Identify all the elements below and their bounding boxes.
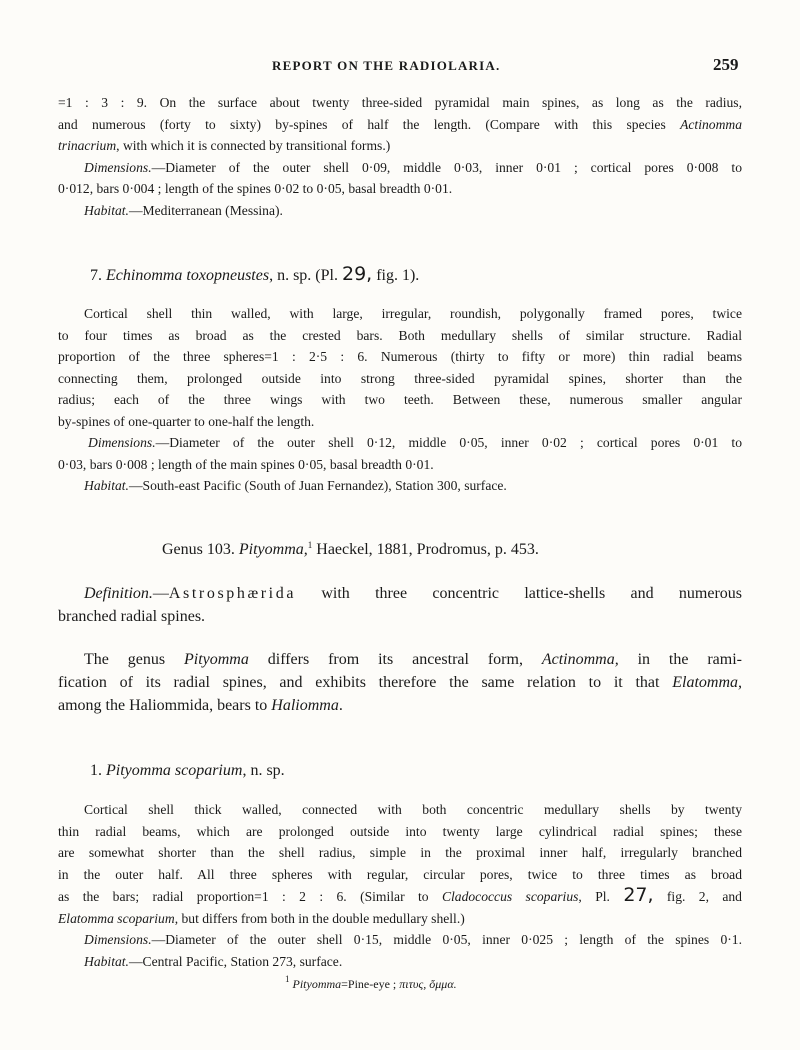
habitat-line: Habitat.—South-east Pacific (South of Juan Fernandez), Station 300, surface. — [84, 478, 507, 493]
species-heading: 7. Echinomma toxopneustes, n. sp. (Pl. 29, fig. 1). — [90, 263, 420, 285]
text-line: proportion of the three spheres=1 : 2·5 : 6. Numerous (thirty to fifty or more) thin radial beams — [58, 349, 742, 364]
footnote-term: Pityomma — [292, 977, 342, 991]
text-line: fication of its radial spines, and exhibits therefore the same relation to it that Elatomma, — [58, 674, 742, 691]
text-line: trinacrium, with which it is connected by transitional forms.) — [58, 138, 391, 153]
habitat-line: Habitat.—Mediterranean (Messina). — [84, 202, 283, 218]
section-top — [58, 92, 742, 221]
text-line: =1 : 3 : 9. On the surface about twenty three-sided pyramidal main spines, as long as the radius, — [58, 95, 742, 110]
species-description — [58, 303, 742, 497]
definition-label: Definition. — [84, 585, 153, 602]
genus-name: Pityomma — [183, 651, 249, 668]
dimensions-line: Dimensions.—Diameter of the outer shell 0·12, middle 0·05, inner 0·02 ; cortical pores 0·01 to — [88, 435, 742, 450]
text-line: and numerous (forty to sixty) by-spines of half the length. (Compare with this species Actinomma — [58, 116, 742, 132]
plate-number: 29, — [341, 263, 373, 285]
footnote-greek: πιτυς, ὄμμα. — [399, 977, 457, 991]
text-line: Elatomma scoparium, but differs from both in the double medullary shell.) — [58, 910, 465, 926]
species-heading: 1. Pityomma scoparium, n. sp. — [90, 762, 285, 779]
dimensions-line: 0·03, bars 0·008 ; length of the main spines 0·05, basal breadth 0·01. — [58, 456, 434, 472]
footnote: $^1$ Pityomma=Pine-eye ; πιτυς, ὄμμα. — [285, 974, 457, 991]
definition — [58, 582, 742, 628]
dimensions-label: Dimensions. — [84, 159, 152, 175]
text-line: are somewhat shorter than the shell radius, simple in the proximal inner half, irregularly branched — [58, 845, 742, 860]
dimensions-line: Dimensions.—Diameter of the outer shell 0·15, middle 0·05, inner 0·025 ; length of the spines 0·1. — [84, 932, 742, 947]
genus-name: Elatomma, — [672, 674, 742, 691]
text-line: thin radial beams, which are prolonged outside into twenty large cylindrical radial spines; these — [58, 823, 742, 839]
footnote-mark: 1 — [285, 974, 290, 984]
text-line: among the Haliommida, bears to Haliomma. — [58, 697, 343, 714]
plate-number: 27, — [623, 885, 654, 906]
genus-heading: Genus 103. Pityomma,$^1$ Haeckel, 1881, Prodromus, p. 453. — [162, 540, 539, 558]
habitat-label: Habitat. — [84, 953, 129, 969]
species-description — [58, 799, 742, 972]
text-line: The genus Pityomma differs from its ancestral form, Actinomma, in the rami- — [84, 651, 742, 668]
species-name: Pityomma scoparium — [106, 762, 243, 779]
running-header: REPORT ON THE RADIOLARIA. — [272, 58, 501, 73]
dimensions-line: 0·012, bars 0·004 ; length of the spines 0·02 to 0·05, basal breadth 0·01. — [58, 181, 453, 196]
text-line: as the bars; radial proportion=1 : 2 : 6. (Similar to Cladococcus scoparius, Pl. 27, fig. 2, and — [58, 885, 742, 906]
species-name: Elatomma scoparium — [58, 910, 175, 926]
text-line: radius; each of the three wings with two teeth. Between these, numerous smaller angular — [58, 392, 742, 407]
text-line: in the outer half. All three spheres with regular, circular pores, twice to three times as broad — [58, 866, 742, 882]
footnote-mark: 1 — [307, 540, 313, 550]
dimensions-label: Dimensions. — [88, 435, 156, 450]
species-name: Actinomma — [680, 116, 742, 132]
text-line: to four times as broad as the crested bars. Both medullary shells of similar structure. Radial — [58, 327, 742, 343]
habitat-label: Habitat. — [84, 202, 129, 218]
habitat-label: Habitat. — [84, 478, 129, 493]
dimensions-label: Dimensions. — [84, 932, 152, 947]
text-line: branched radial spines. — [58, 608, 206, 625]
genus-name: Pityomma, — [238, 541, 308, 558]
dimensions-line: Dimensions.—Diameter of the outer shell 0·09, middle 0·03, inner 0·01 ; cortical pores 0·008 to — [84, 159, 742, 175]
text-line: connecting them, prolonged outside into strong three-sided pyramidal spines, shorter than the — [58, 370, 742, 386]
text-line: by-spines of one-quarter to one-half the length. — [58, 413, 315, 429]
genus-name: Haliomma — [271, 697, 339, 714]
text-line: Cortical shell thick walled, connected with both concentric medullary shells by twenty — [84, 802, 742, 817]
text-line: Definition.—Astrosphærida with three concentric lattice-shells and numerous — [84, 585, 742, 602]
genus-paragraph — [58, 648, 742, 717]
genus-name: Actinomma, — [541, 651, 619, 668]
page-number: 259 — [713, 55, 739, 74]
definition-term: Astrosphærida — [168, 585, 297, 602]
species-name: Echinomma toxopneustes — [106, 267, 270, 284]
text-line: Cortical shell thin walled, with large, irregular, roundish, polygonally framed pores, twice — [84, 306, 742, 321]
habitat-line: Habitat.—Central Pacific, Station 273, surface. — [84, 953, 343, 969]
species-name: Cladococcus scoparius — [441, 889, 579, 904]
species-name: trinacrium — [58, 138, 117, 153]
